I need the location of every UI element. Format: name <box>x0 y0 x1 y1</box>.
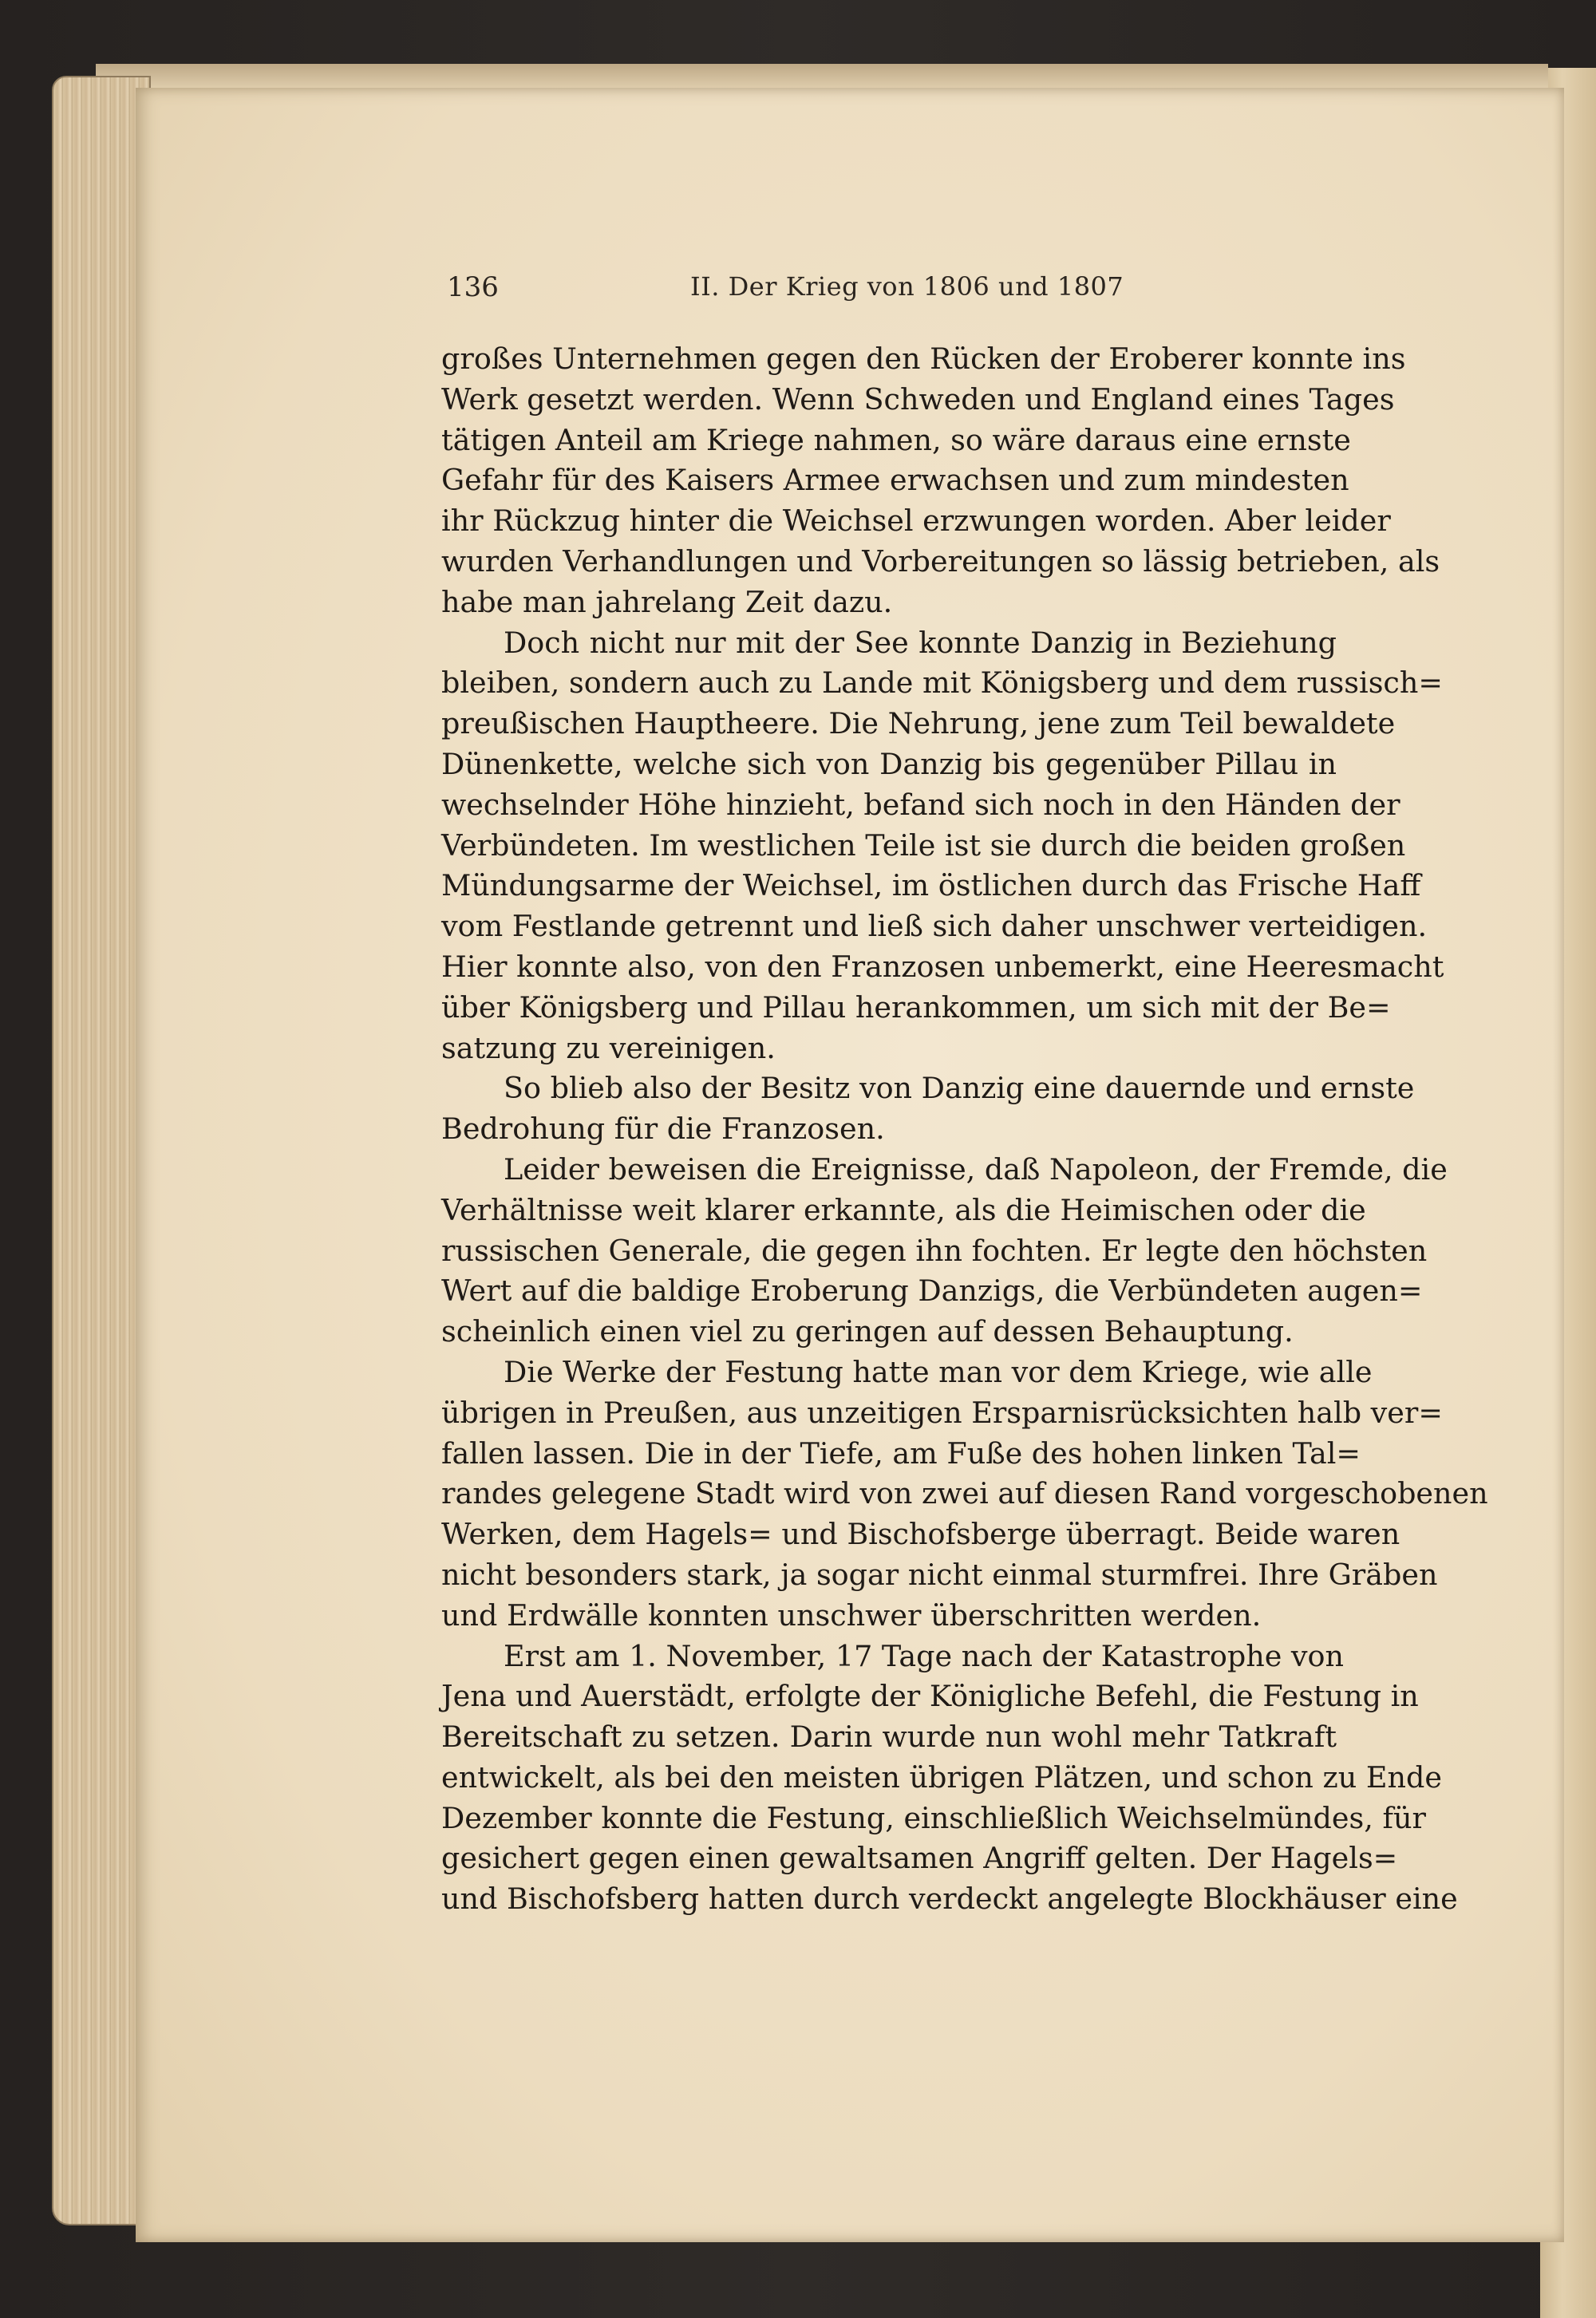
text-line: tätigen Anteil am Kriege nahmen, so wäre daraus eine ernste <box>441 422 1351 457</box>
page-number: 136 <box>447 271 499 303</box>
page-header <box>447 271 1337 306</box>
text-line: So blieb also der Besitz von Danzig eine dauernde und ernste <box>504 1071 1415 1106</box>
text-line: Wert auf die baldige Eroberung Danzigs, die Verbündeten augen= <box>441 1274 1423 1309</box>
text-line: gesichert gegen einen gewaltsamen Angriff gelten. Der Hagels= <box>441 1841 1398 1876</box>
text-line: Dünenkette, welche sich von Danzig bis gegenüber Pillau in <box>441 746 1337 781</box>
text-line: übrigen in Preußen, aus unzeitigen Ersparnisrücksichten halb ver= <box>441 1395 1443 1430</box>
text-line: Verhältnisse weit klarer erkannte, als die Heimischen oder die <box>441 1192 1366 1227</box>
text-line: habe man jahrelang Zeit dazu. <box>441 584 893 619</box>
text-line: Bedrohung für die Franzosen. <box>441 1112 885 1147</box>
text-line: großes Unternehmen gegen den Rücken der Eroberer konnte ins <box>441 342 1406 376</box>
text-line: Bereitschaft zu setzen. Darin wurde nun wohl mehr Tatkraft <box>441 1720 1337 1755</box>
text-line: wurden Verhandlungen und Vorbereitungen so lässig betrieben, als <box>441 543 1440 579</box>
text-line: randes gelegene Stadt wird von zwei auf diesen Rand vorgeschobenen <box>441 1476 1488 1511</box>
text-line: Dezember konnte die Festung, einschließlich Weichselmündes, für <box>441 1800 1426 1835</box>
text-line: und Bischofsberg hatten durch verdeckt angelegte Blockhäuser eine <box>441 1882 1458 1917</box>
text-line: Werk gesetzt werden. Wenn Schweden und England eines Tages <box>441 381 1395 417</box>
text-line: und Erdwälle konnten unschwer überschritten werden. <box>441 1597 1262 1633</box>
text-line: bleiben, sondern auch zu Lande mit Königsberg und dem russisch= <box>441 665 1443 701</box>
text-line: Gefahr für des Kaisers Armee erwachsen und zum mindesten <box>441 463 1349 498</box>
text-line: preußischen Hauptheere. Die Nehrung, jene zum Teil bewaldete <box>441 706 1396 741</box>
text-line: ihr Rückzug hinter die Weichsel erzwungen worden. Aber leider <box>441 503 1391 539</box>
text-line: fallen lassen. Die in der Tiefe, am Fuße des hohen linken Tal= <box>441 1435 1361 1471</box>
text-line: nicht besonders stark, ja sogar nicht einmal sturmfrei. Ihre Gräben <box>441 1557 1438 1592</box>
text-line: Die Werke der Festung hatte man vor dem Kriege, wie alle <box>504 1354 1373 1389</box>
text-line: Werken, dem Hagels= und Bischofsberge überragt. Beide waren <box>441 1517 1400 1552</box>
text-line: Jena und Auerstädt, erfolgte der Königliche Befehl, die Festung in <box>441 1679 1419 1714</box>
text-line: Leider beweisen die Ereignisse, daß Napoleon, der Fremde, die <box>504 1151 1448 1187</box>
text-line: vom Festlande getrennt und ließ sich daher unschwer verteidigen. <box>441 909 1428 944</box>
text-line: satzung zu vereinigen. <box>441 1030 776 1065</box>
text-line: entwickelt, als bei den meisten übrigen Plätzen, und schon zu Ende <box>441 1759 1442 1795</box>
text-line: scheinlich einen viel zu geringen auf dessen Behauptung. <box>441 1314 1294 1349</box>
text-line: Doch nicht nur mit der See konnte Danzig in Beziehung <box>504 625 1337 660</box>
text-line: Verbündeten. Im westlichen Teile ist sie durch die beiden großen <box>441 827 1406 863</box>
text-line: Erst am 1. November, 17 Tage nach der Katastrophe von <box>504 1638 1345 1673</box>
text-line: wechselnder Höhe hinzieht, befand sich noch in den Händen der <box>441 787 1400 822</box>
running-title: II. Der Krieg von 1806 und 1807 <box>690 271 1124 302</box>
text-line: russischen Generale, die gegen ihn fochten. Er legte den höchsten <box>441 1233 1428 1268</box>
body-text <box>441 339 1488 1920</box>
text-line: Mündungsarme der Weichsel, im östlichen durch das Frische Haff <box>441 868 1421 903</box>
text-line: über Königsberg und Pillau herankommen, um sich mit der Be= <box>441 989 1391 1025</box>
text-line: Hier konnte also, von den Franzosen unbemerkt, eine Heeresmacht <box>441 949 1444 984</box>
